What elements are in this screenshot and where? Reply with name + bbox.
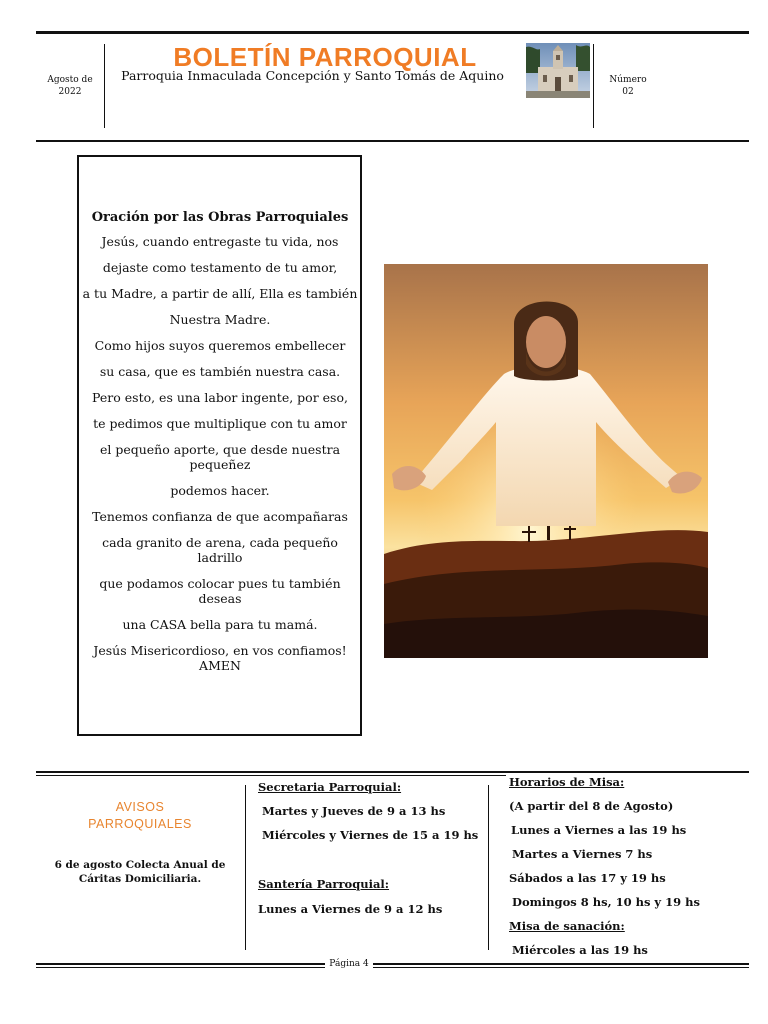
footer-rule-thin	[36, 967, 749, 968]
prayer-line: te pedimos que multiplique con tu amor	[93, 416, 347, 431]
prayer-line: el pequeño aporte, que desde nuestra pequeñez	[99, 442, 341, 472]
prayer-line: Pero esto, es una labor ingente, por eso,	[92, 390, 348, 405]
avisos-title-line2: PARROQUIALES	[88, 817, 192, 831]
prayer-title: Oración por las Obras Parroquiales	[91, 210, 349, 225]
secretaria-hours-2: Miércoles y Viernes de 15 a 19 hs	[262, 828, 479, 842]
prayer-line: dejaste como testamento de tu amor,	[102, 260, 338, 275]
header-top-rule	[36, 31, 749, 34]
prayer-line: Nuestra Madre.	[169, 312, 271, 327]
header-bottom-rule	[36, 140, 749, 142]
footer-rule	[36, 963, 749, 965]
issue-date-month: Agosto de	[47, 75, 93, 85]
issue-number-label: Número	[609, 75, 647, 85]
horarios-line-2: Martes a Viernes 7 hs	[512, 847, 653, 861]
church-photo	[526, 43, 590, 98]
prayer-line: una CASA bella para tu mamá.	[122, 617, 318, 632]
header-divider-right	[593, 44, 594, 128]
prayer-line: Jesús Misericordioso, en vos confiamos! AMEN	[93, 643, 347, 673]
secretaria-hours-1: Martes y Jueves de 9 a 13 hs	[262, 804, 446, 818]
sanacion-heading: Misa de sanación:	[509, 919, 625, 933]
santeria-hours-1: Lunes a Viernes de 9 a 12 hs	[258, 902, 443, 916]
prayer-line: a tu Madre, a partir de allí, Ella es también	[82, 286, 358, 301]
page-number: Página 4	[325, 957, 373, 971]
horarios-heading: Horarios de Misa:	[509, 775, 625, 789]
horarios-line-4: Domingos 8 hs, 10 hs y 19 hs	[512, 895, 700, 909]
issue-date	[40, 74, 100, 98]
prayer-line: Tenemos confianza de que acompañaras	[92, 509, 348, 524]
jesus-illustration	[384, 264, 708, 658]
prayer-text	[82, 210, 358, 684]
avisos-title-line1: AVISOS	[115, 800, 165, 814]
avisos-notice: 6 de agosto Colecta Anual de Cáritas Domiciliaria.	[54, 859, 226, 885]
header-divider-left	[104, 44, 105, 128]
avisos-title	[60, 799, 220, 833]
parish-name: Parroquia Inmaculada Concepción y Santo Tomás de Aquino	[121, 68, 504, 83]
prayer-line: cada granito de arena, cada pequeño ladrillo	[102, 535, 338, 565]
secretaria-heading: Secretaria Parroquial:	[258, 780, 402, 794]
prayer-line: que podamos colocar pues tu también deseas	[99, 576, 341, 606]
santeria-heading: Santería Parroquial:	[258, 877, 390, 891]
bulletin-title: BOLETÍN PARROQUIAL	[173, 42, 477, 72]
prayer-line: Como hijos suyos queremos embellecer	[94, 338, 346, 353]
column-divider-2	[488, 785, 489, 950]
horarios-line-1: Lunes a Viernes a las 19 hs	[511, 823, 687, 837]
column-divider-1	[245, 785, 246, 950]
section-rule-top	[36, 771, 749, 773]
issue-number-value: 02	[622, 87, 634, 97]
prayer-line: podemos hacer.	[170, 483, 270, 498]
sanacion-hours: Miércoles a las 19 hs	[512, 943, 648, 957]
horarios-note: (A partir del 8 de Agosto)	[509, 799, 674, 813]
prayer-line: Jesús, cuando entregaste tu vida, nos	[101, 234, 339, 249]
section-rule-top-thin	[36, 775, 506, 776]
issue-date-year: 2022	[58, 87, 82, 97]
prayer-line: su casa, que es también nuestra casa.	[99, 364, 341, 379]
issue-number	[603, 74, 653, 98]
horarios-line-3: Sábados a las 17 y 19 hs	[509, 871, 666, 885]
